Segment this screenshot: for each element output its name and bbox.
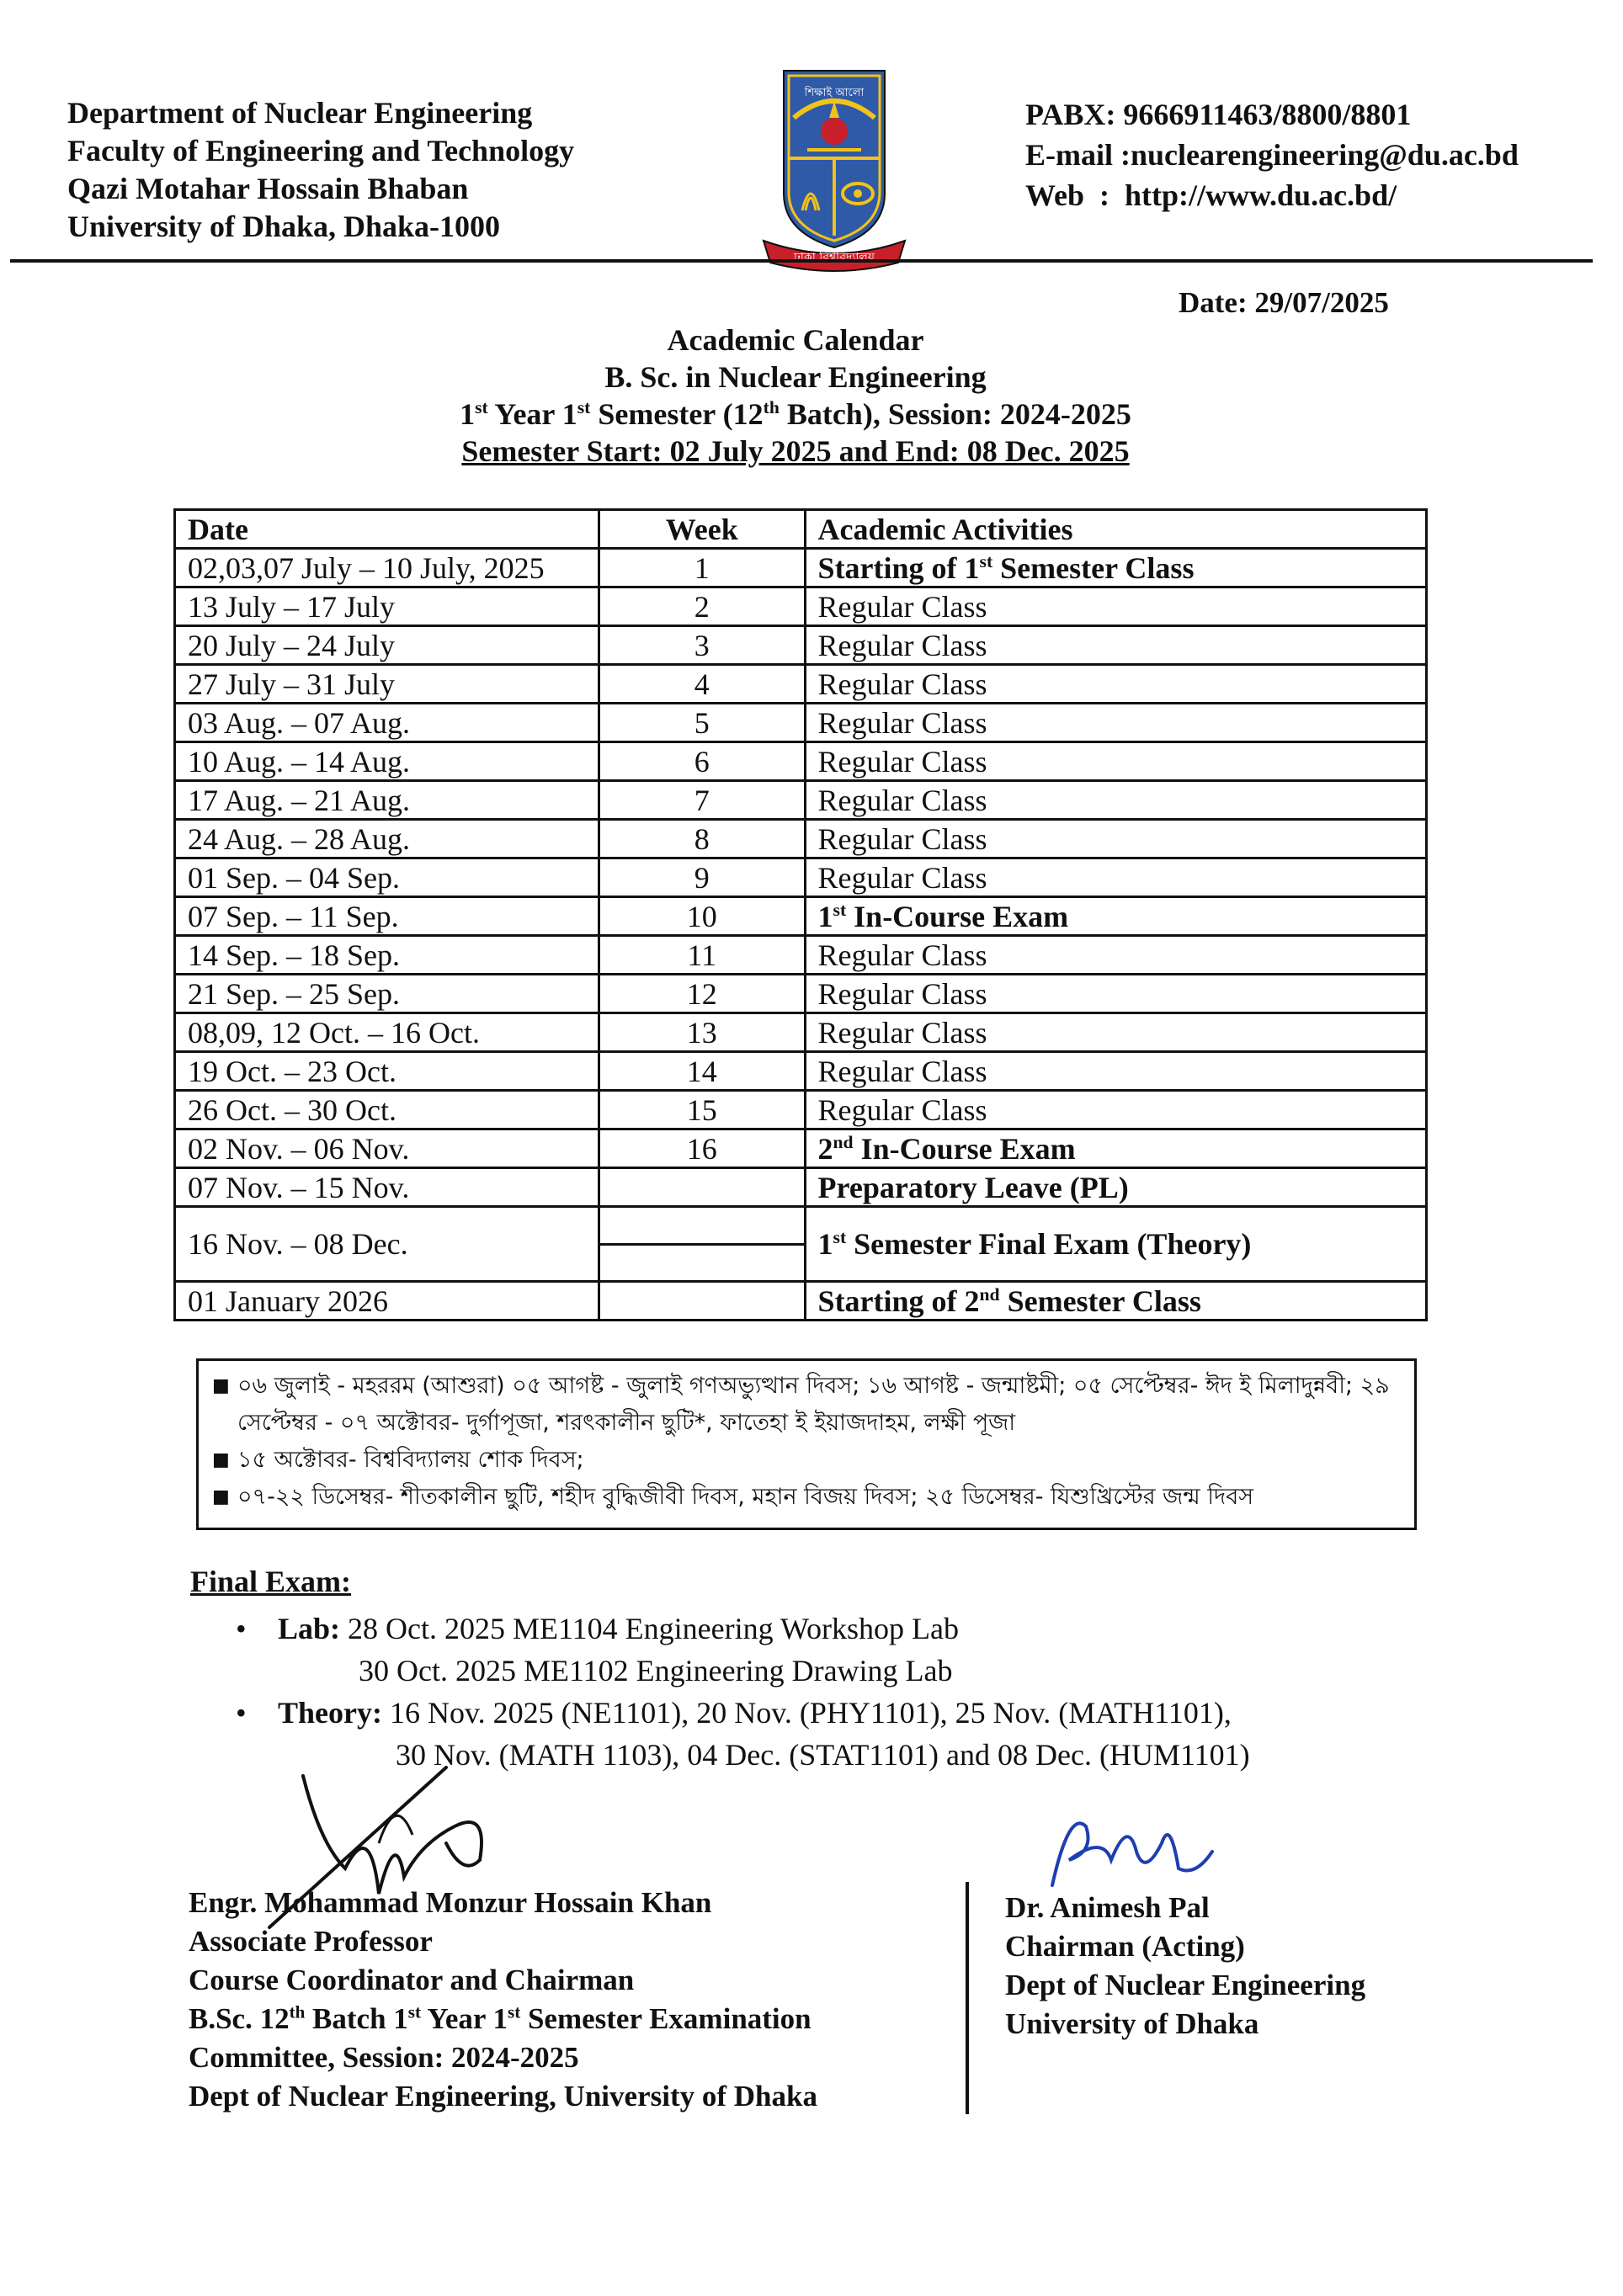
signatory-name: Engr. Mohammad Monzur Hossain Khan [189,1886,712,1919]
cell-date: 14 Sep. – 18 Sep. [175,936,599,975]
table-row [175,1207,1427,1282]
cell-activity: Regular Class [805,704,1426,742]
signatory-title: Chairman (Acting) [1005,1930,1245,1963]
bullet-icon: ■ [212,1375,230,1396]
table-header-row [175,510,1427,549]
table-row [175,858,1427,897]
contact-info [1025,94,1519,215]
table-row [175,781,1427,820]
cell-week: 4 [599,665,805,704]
web-link[interactable]: http://www.du.ac.bd/ [1125,178,1397,212]
table-row [175,626,1427,665]
cell-activity: Regular Class [805,742,1426,781]
lab-exam-item-2: 30 Oct. 2025 ME1102 Engineering Drawing Lab [359,1654,953,1687]
table-body [175,549,1427,1321]
table-row [175,665,1427,704]
semester-dates: Semester Start: 02 July 2025 and End: 08 Dec. 2025 [461,434,1130,468]
cell-date: 01 January 2026 [175,1282,599,1321]
cell-activity: Regular Class [805,858,1426,897]
cell-date: 07 Nov. – 15 Nov. [175,1168,599,1207]
cell-activity: Starting of 1st Semester Class [805,549,1426,587]
table-row [175,549,1427,587]
cell-activity: Regular Class [805,626,1426,665]
holiday-note: ■ ০৭-২২ ডিসেম্বর- শীতকালীন ছুটি, শহীদ বুদ্ধিজীবী দিবস, মহান বিজয় দিবস; ২৫ ডিসেম্বর- যিশুখ্রিস্টের জন্ম দিবস [237,1479,1406,1516]
cell-week: 8 [599,820,805,858]
cell-week: 15 [599,1091,805,1129]
cell-date: 07 Sep. – 11 Sep. [175,897,599,936]
table-row [175,820,1427,858]
cell-date: 02,03,07 July – 10 July, 2025 [175,549,599,587]
academic-calendar-table [173,508,1428,1321]
theory-exam-item: • Theory: 16 Nov. 2025 (NE1101), 20 Nov. (PHY1101), 25 Nov. (MATH1101), [236,1692,1250,1734]
cell-activity: Regular Class [805,820,1426,858]
header-divider [10,259,1593,263]
table-row [175,1129,1427,1168]
cell-week: 14 [599,1052,805,1091]
document-date: Date: 29/07/2025 [1179,286,1389,319]
signatory-role: Course Coordinator and Chairman [189,1964,635,1996]
header-activities: Academic Activities [805,510,1426,549]
holiday-note: ■ ০৬ জুলাই - মহররম (আশুরা) ০৫ আগষ্ট - জুলাই গণঅভ্যুত্থান দিবস; ১৬ আগষ্ট - জন্মাষ্টমী; ০৫ সেপ্টেম্বর- ঈদ ই মিলাদুন্নবী; ২৯ সেপ্টেম্বর - ০৭ অক্টোবর- দুর্গাপূজা, শরৎকালীন ছুটি*, ফাতেহা ই ইয়াজদাহম, লক্ষী পূজা [237,1368,1406,1442]
program-name: B. Sc. in Nuclear Engineering [604,360,987,394]
right-signature [1035,1801,1229,1894]
cell-date: 03 Aug. – 07 Aug. [175,704,599,742]
cell-week: 11 [599,936,805,975]
email-address: E-mail :nuclearengineering@du.ac.bd [1025,138,1519,172]
cell-date: 17 Aug. – 21 Aug. [175,781,599,820]
cell-week: 1 [599,549,805,587]
logo-banner-text: ঢাকা বিশ্ববিদ্যালয় [793,251,875,264]
cell-activity: Regular Class [805,975,1426,1013]
cell-week: 16 [599,1129,805,1168]
week-split-lower [600,1246,804,1279]
pabx-number: PABX: 9666911463/8800/8801 [1025,98,1412,131]
cell-date: 16 Nov. – 08 Dec. [175,1207,599,1282]
website-line: Web : http://www.du.ac.bd/ [1025,178,1397,212]
cell-date: 27 July – 31 July [175,665,599,704]
holiday-note: ■ ১৫ অক্টোবর- বিশ্ববিদ্যালয় শোক দিবস; [237,1442,1406,1479]
bullet-icon: • [236,1612,247,1645]
cell-week: 10 [599,897,805,936]
table-row [175,897,1427,936]
holiday-notes [196,1358,1417,1530]
cell-activity: Regular Class [805,1052,1426,1091]
week-split-line [600,1209,804,1246]
bullet-icon: ■ [212,1486,230,1507]
calendar-title-block [0,322,1591,470]
bullet-icon: ■ [212,1449,230,1470]
left-signatory [189,1884,817,2116]
header-week: Week [599,510,805,549]
calendar-title: Academic Calendar [667,323,924,357]
university-logo [755,67,913,274]
table-row [175,936,1427,975]
table-row [175,1091,1427,1129]
cell-activity: 2nd In-Course Exam [805,1129,1426,1168]
final-exam-title: Final Exam: [190,1565,352,1598]
cell-date: 20 July – 24 July [175,626,599,665]
cell-week [599,1207,805,1282]
cell-activity: Preparatory Leave (PL) [805,1168,1426,1207]
signatory-committee: B.Sc. 12th Batch 1st Year 1st Semester Examination [189,2001,812,2035]
header-date: Date [175,510,599,549]
cell-date: 02 Nov. – 06 Nov. [175,1129,599,1168]
cell-date: 01 Sep. – 04 Sep. [175,858,599,897]
cell-activity: Regular Class [805,1091,1426,1129]
cell-week [599,1168,805,1207]
department-address [67,94,574,246]
signatory-university: University of Dhaka [1005,2007,1259,2040]
table-row [175,742,1427,781]
web-label: Web [1025,178,1085,212]
signatory-dept: Dept of Nuclear Engineering [1005,1969,1366,2001]
building-name: Qazi Motahar Hossain Bhaban [67,172,469,205]
cell-week: 12 [599,975,805,1013]
department-name: Department of Nuclear Engineering [67,96,533,130]
table-row [175,704,1427,742]
cell-date: 24 Aug. – 28 Aug. [175,820,599,858]
table-row [175,1013,1427,1052]
cell-activity: Regular Class [805,587,1426,626]
cell-activity: 1st Semester Final Exam (Theory) [805,1207,1426,1282]
cell-date: 26 Oct. – 30 Oct. [175,1091,599,1129]
cell-activity: Regular Class [805,1013,1426,1052]
logo-motto-text: শিক্ষাই আলো [804,87,865,99]
cell-activity: Starting of 2nd Semester Class [805,1282,1426,1321]
semester-session: 1st Year 1st Semester (12th Batch), Session: 2024-2025 [460,397,1131,431]
university-address: University of Dhaka, Dhaka-1000 [67,210,501,243]
cell-week: 6 [599,742,805,781]
cell-week: 3 [599,626,805,665]
cell-date: 13 July – 17 July [175,587,599,626]
cell-activity: Regular Class [805,781,1426,820]
cell-week: 2 [599,587,805,626]
right-signatory [1005,1889,1365,2044]
cell-date: 08,09, 12 Oct. – 16 Oct. [175,1013,599,1052]
cell-week: 7 [599,781,805,820]
cell-date: 19 Oct. – 23 Oct. [175,1052,599,1091]
cell-week [599,1282,805,1321]
cell-week: 13 [599,1013,805,1052]
theory-exam-item-2: 30 Nov. (MATH 1103), 04 Dec. (STAT1101) and 08 Dec. (HUM1101) [396,1738,1250,1772]
cell-activity: Regular Class [805,665,1426,704]
table-row [175,587,1427,626]
cell-activity: 1st In-Course Exam [805,897,1426,936]
signatory-title: Associate Professor [189,1925,433,1958]
signature-divider [966,1882,969,2114]
cell-activity: Regular Class [805,936,1426,975]
bullet-icon: • [236,1696,247,1730]
cell-week: 5 [599,704,805,742]
cell-date: 21 Sep. – 25 Sep. [175,975,599,1013]
faculty-name: Faculty of Engineering and Technology [67,134,575,167]
cell-date: 10 Aug. – 14 Aug. [175,742,599,781]
table-row [175,1282,1427,1321]
signatory-dept: Dept of Nuclear Engineering, University of Dhaka [189,2080,817,2113]
cell-week: 9 [599,858,805,897]
table-row [175,1168,1427,1207]
signatory-name: Dr. Animesh Pal [1005,1891,1210,1924]
table-row [175,1052,1427,1091]
lab-exam-item: • Lab: 28 Oct. 2025 ME1104 Engineering Workshop Lab [236,1608,1250,1650]
signatory-session: Committee, Session: 2024-2025 [189,2041,579,2074]
table-row [175,975,1427,1013]
